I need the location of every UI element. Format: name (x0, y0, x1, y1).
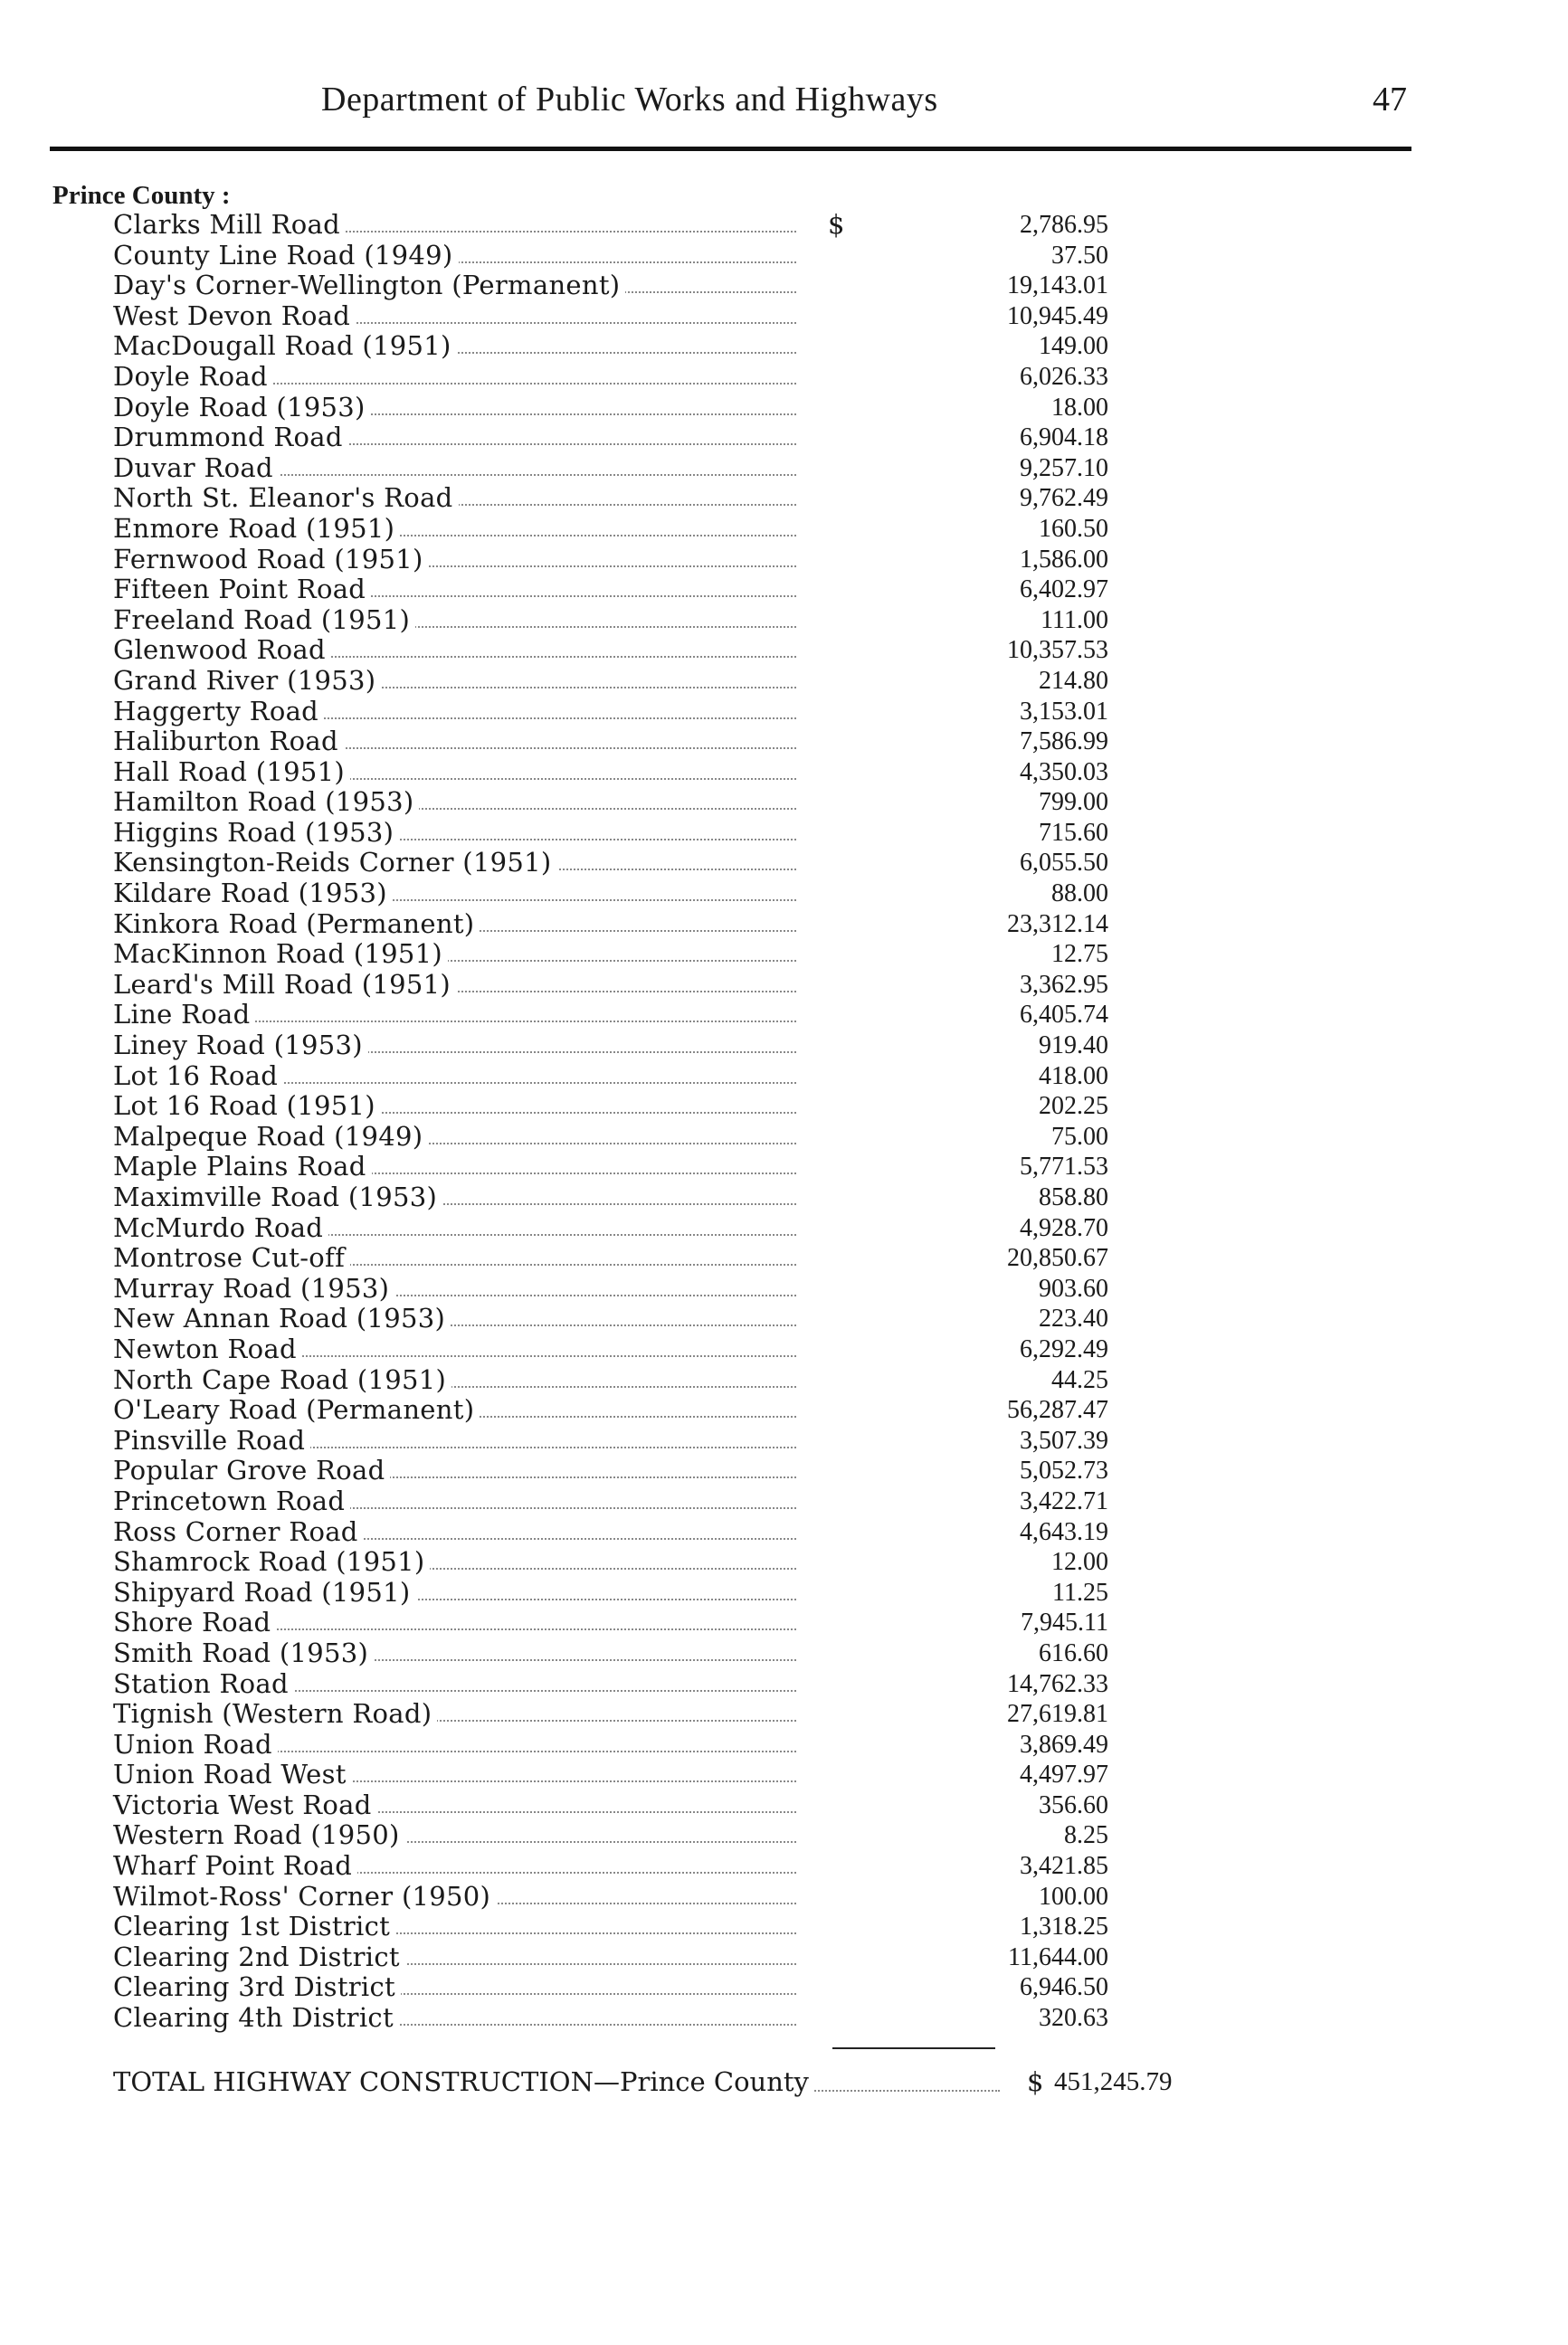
road-name: McMurdo Road (113, 1213, 328, 1244)
list-item (113, 360, 1108, 393)
road-amount: 919.40 (1039, 1031, 1108, 1060)
road-amount: 7,586.99 (1020, 727, 1108, 756)
road-name: Clearing 2nd District (113, 1942, 405, 1973)
list-item (113, 907, 1108, 940)
list-item (113, 816, 1108, 849)
list-item (113, 1030, 1108, 1061)
road-name: Shamrock Road (1951) (113, 1547, 430, 1578)
road-name: Union Road West (113, 1760, 352, 1790)
road-amount: 12.00 (1051, 1548, 1108, 1577)
list-item (113, 695, 1108, 727)
list-item (113, 1151, 1108, 1182)
road-name: MacDougall Road (1951) (113, 331, 457, 362)
road-amount: 100.00 (1039, 1882, 1108, 1911)
road-name: New Annan Road (1953) (113, 1304, 451, 1334)
road-name: Wharf Point Road (113, 1851, 357, 1882)
road-name: Lot 16 Road (113, 1061, 283, 1092)
road-amount: 8.25 (1064, 1821, 1108, 1850)
road-amount: 27,619.81 (1007, 1700, 1108, 1729)
road-name: Hamilton Road (1953) (113, 787, 419, 818)
road-name: Leard's Mill Road (1951) (113, 970, 456, 1001)
list-item (113, 1485, 1108, 1517)
list-item (113, 755, 1108, 788)
list-item (113, 1880, 1108, 1913)
road-name: Liney Road (1953) (113, 1030, 368, 1061)
list-item (113, 574, 1108, 605)
list-item (113, 299, 1108, 332)
list-item (113, 1333, 1108, 1365)
road-amount: 75.00 (1051, 1122, 1108, 1151)
road-amount: 18.00 (1051, 393, 1108, 422)
road-amount: 3,422.71 (1020, 1486, 1108, 1515)
road-amount: 3,421.85 (1020, 1852, 1108, 1881)
road-amount: 20,850.67 (1007, 1244, 1108, 1273)
list-item (113, 209, 1108, 241)
road-name: Clarks Mill Road (113, 210, 346, 241)
list-item (113, 1971, 1108, 2003)
road-amount: 10,357.53 (1007, 636, 1108, 665)
road-name: O'Leary Road (Permanent) (113, 1395, 480, 1426)
road-name: Haliburton Road (113, 726, 344, 757)
road-name: North St. Eleanor's Road (113, 483, 459, 514)
road-amount: 3,362.95 (1020, 970, 1108, 999)
road-name: Line Road (113, 1000, 255, 1030)
road-name: Fernwood Road (1951) (113, 545, 429, 575)
list-item (113, 482, 1108, 514)
list-item (113, 1637, 1108, 1669)
road-amount: 56,287.47 (1007, 1396, 1108, 1425)
road-name: Newton Road (113, 1334, 302, 1365)
road-amount: 11.25 (1052, 1578, 1108, 1607)
road-name: Doyle Road (113, 362, 273, 393)
list-item (113, 1515, 1108, 1548)
list-item (113, 603, 1108, 636)
road-name: Clearing 3rd District (113, 1972, 401, 2003)
road-amount: 4,928.70 (1020, 1213, 1108, 1242)
road-amount: 7,945.11 (1021, 1609, 1108, 1638)
road-amount: 12.75 (1051, 940, 1108, 969)
road-name: Popular Grove Road (113, 1456, 390, 1486)
list-item (113, 1182, 1108, 1213)
road-amount: 149.00 (1039, 332, 1108, 361)
road-name: Murray Road (1953) (113, 1274, 394, 1305)
list-item (113, 1941, 1108, 1973)
road-name: Day's Corner-Wellington (Permanent) (113, 271, 625, 301)
road-name: Glenwood Road (113, 635, 331, 666)
road-amount: 858.80 (1039, 1183, 1108, 1211)
road-name: Freeland Road (1951) (113, 605, 415, 636)
list-item (113, 664, 1108, 697)
road-amount: 2,786.95 (1020, 211, 1108, 239)
road-amount: 3,507.39 (1020, 1426, 1108, 1455)
list-item (113, 634, 1108, 666)
list-item (113, 1667, 1108, 1700)
road-amount: 903.60 (1039, 1274, 1108, 1303)
total-label: TOTAL HIGHWAY CONSTRUCTION—Prince County (113, 2064, 814, 2100)
list-item (113, 2002, 1108, 2034)
list-item (113, 1546, 1108, 1578)
road-name: Malpeque Road (1949) (113, 1122, 428, 1153)
road-name: Smith Road (1953) (113, 1638, 374, 1669)
road-amount: 418.00 (1039, 1061, 1108, 1090)
road-name: Drummond Road (113, 422, 348, 453)
road-amount: 88.00 (1051, 879, 1108, 908)
list-item (113, 543, 1108, 575)
total-amount: 451,245.79 (1054, 2067, 1173, 2096)
list-item (113, 726, 1108, 757)
road-name: Clearing 1st District (113, 1912, 395, 1942)
list-item (113, 1607, 1108, 1638)
road-name: MacKinnon Road (1951) (113, 939, 448, 970)
list-item (113, 1242, 1108, 1274)
list-item (113, 1819, 1108, 1851)
road-amount: 5,052.73 (1020, 1457, 1108, 1486)
road-amount: 160.50 (1039, 514, 1108, 543)
road-amount: 616.60 (1039, 1638, 1108, 1667)
road-name: Princetown Road (113, 1486, 350, 1517)
road-name: Montrose Cut-off (113, 1243, 350, 1274)
currency-symbol: $ (828, 209, 845, 240)
list-item (113, 968, 1108, 1001)
road-amount: 5,771.53 (1020, 1153, 1108, 1182)
road-name: Shipyard Road (1951) (113, 1578, 416, 1609)
list-item (113, 999, 1108, 1030)
list-item (113, 786, 1108, 818)
subtotal-rule (832, 2047, 995, 2049)
road-name: North Cape Road (1951) (113, 1365, 451, 1396)
list-item (113, 391, 1108, 423)
road-name: Lot 16 Road (1951) (113, 1091, 381, 1122)
list-item (113, 1211, 1108, 1244)
road-amount: 111.00 (1041, 605, 1108, 634)
road-name: Hall Road (1951) (113, 757, 350, 788)
road-name: Maple Plains Road (113, 1152, 372, 1182)
road-amount: 4,350.03 (1020, 757, 1108, 786)
road-name: Fifteen Point Road (113, 574, 371, 605)
list-item (113, 1059, 1108, 1092)
total-row (113, 2064, 1199, 2100)
list-item (113, 1424, 1108, 1457)
list-item (113, 1911, 1108, 1942)
road-amount: 37.50 (1051, 241, 1108, 270)
road-amount: 6,946.50 (1020, 1973, 1108, 2002)
road-name: Kensington-Reids Corner (1951) (113, 848, 557, 878)
road-amount: 223.40 (1039, 1305, 1108, 1334)
road-amount: 23,312.14 (1007, 909, 1108, 938)
road-amount: 214.80 (1039, 666, 1108, 695)
page-number: 47 (1373, 81, 1407, 119)
road-amount: 3,869.49 (1020, 1730, 1108, 1759)
road-amount: 11,644.00 (1008, 1942, 1108, 1971)
road-name: Wilmot-Ross' Corner (1950) (113, 1882, 496, 1913)
currency-symbol: $ (1027, 2066, 1044, 2097)
road-amount: 6,026.33 (1020, 362, 1108, 391)
road-amount: 1,586.00 (1020, 545, 1108, 574)
list-item (113, 1698, 1108, 1730)
header-rule (50, 147, 1411, 151)
list-item (113, 1363, 1108, 1396)
road-amount: 6,402.97 (1020, 575, 1108, 604)
list-item (113, 512, 1108, 545)
road-name: Ross Corner Road (113, 1517, 364, 1548)
list-item (113, 422, 1108, 453)
list-item (113, 938, 1108, 970)
road-name: Doyle Road (1953) (113, 393, 371, 423)
road-name: Tignish (Western Road) (113, 1699, 437, 1730)
road-amount: 6,405.74 (1020, 1001, 1108, 1030)
road-amount: 19,143.01 (1007, 271, 1108, 300)
road-amount: 320.63 (1039, 2004, 1108, 2033)
list-item (113, 1576, 1108, 1609)
road-amount: 10,945.49 (1007, 301, 1108, 330)
road-amount: 4,643.19 (1020, 1517, 1108, 1546)
list-item (113, 1272, 1108, 1305)
road-name: Pinsville Road (113, 1426, 310, 1457)
road-amount: 6,055.50 (1020, 849, 1108, 878)
road-name: Maximville Road (1953) (113, 1182, 442, 1213)
list-item (113, 1759, 1108, 1790)
road-name: Shore Road (113, 1608, 276, 1638)
list-item (113, 1120, 1108, 1153)
road-amount: 4,497.97 (1020, 1761, 1108, 1790)
road-amount: 9,257.10 (1020, 453, 1108, 482)
list-item (113, 847, 1108, 878)
road-name: Kildare Road (1953) (113, 878, 393, 909)
road-name: Grand River (1953) (113, 666, 381, 697)
road-name: Enmore Road (1951) (113, 514, 400, 545)
road-amount: 9,762.49 (1020, 484, 1108, 513)
road-name: Duvar Road (113, 453, 279, 484)
road-amount: 3,153.01 (1020, 697, 1108, 726)
list-item (113, 878, 1108, 909)
road-name: Station Road (113, 1669, 294, 1700)
list-item (113, 1850, 1108, 1882)
list-item (113, 1728, 1108, 1761)
page-title: Department of Public Works and Highways (321, 81, 938, 119)
road-amount: 6,904.18 (1020, 423, 1108, 452)
list-item (113, 1394, 1108, 1426)
road-expenditure-list (113, 209, 1108, 2034)
road-name: Western Road (1950) (113, 1820, 405, 1851)
road-amount: 715.60 (1039, 818, 1108, 847)
list-item (113, 1303, 1108, 1334)
road-amount: 44.25 (1051, 1365, 1108, 1394)
road-name: Haggerty Road (113, 697, 324, 727)
list-item (113, 270, 1108, 301)
road-name: Victoria West Road (113, 1790, 377, 1821)
road-amount: 799.00 (1039, 788, 1108, 817)
road-name: Clearing 4th District (113, 2003, 399, 2034)
list-item (113, 239, 1108, 271)
road-name: Kinkora Road (Permanent) (113, 909, 480, 940)
road-amount: 6,292.49 (1020, 1334, 1108, 1363)
page-header (50, 80, 1407, 134)
county-heading: Prince County : (52, 181, 231, 210)
list-item (113, 1455, 1108, 1486)
list-item (113, 451, 1108, 484)
road-amount: 14,762.33 (1007, 1669, 1108, 1698)
list-item (113, 1789, 1108, 1821)
road-name: Union Road (113, 1730, 278, 1761)
road-amount: 1,318.25 (1020, 1913, 1108, 1942)
road-amount: 202.25 (1039, 1092, 1108, 1121)
road-name: West Devon Road (113, 301, 356, 332)
road-amount: 356.60 (1039, 1790, 1108, 1819)
road-name: Higgins Road (1953) (113, 818, 399, 849)
list-item (113, 1090, 1108, 1122)
list-item (113, 330, 1108, 362)
road-name: County Line Road (1949) (113, 241, 459, 271)
